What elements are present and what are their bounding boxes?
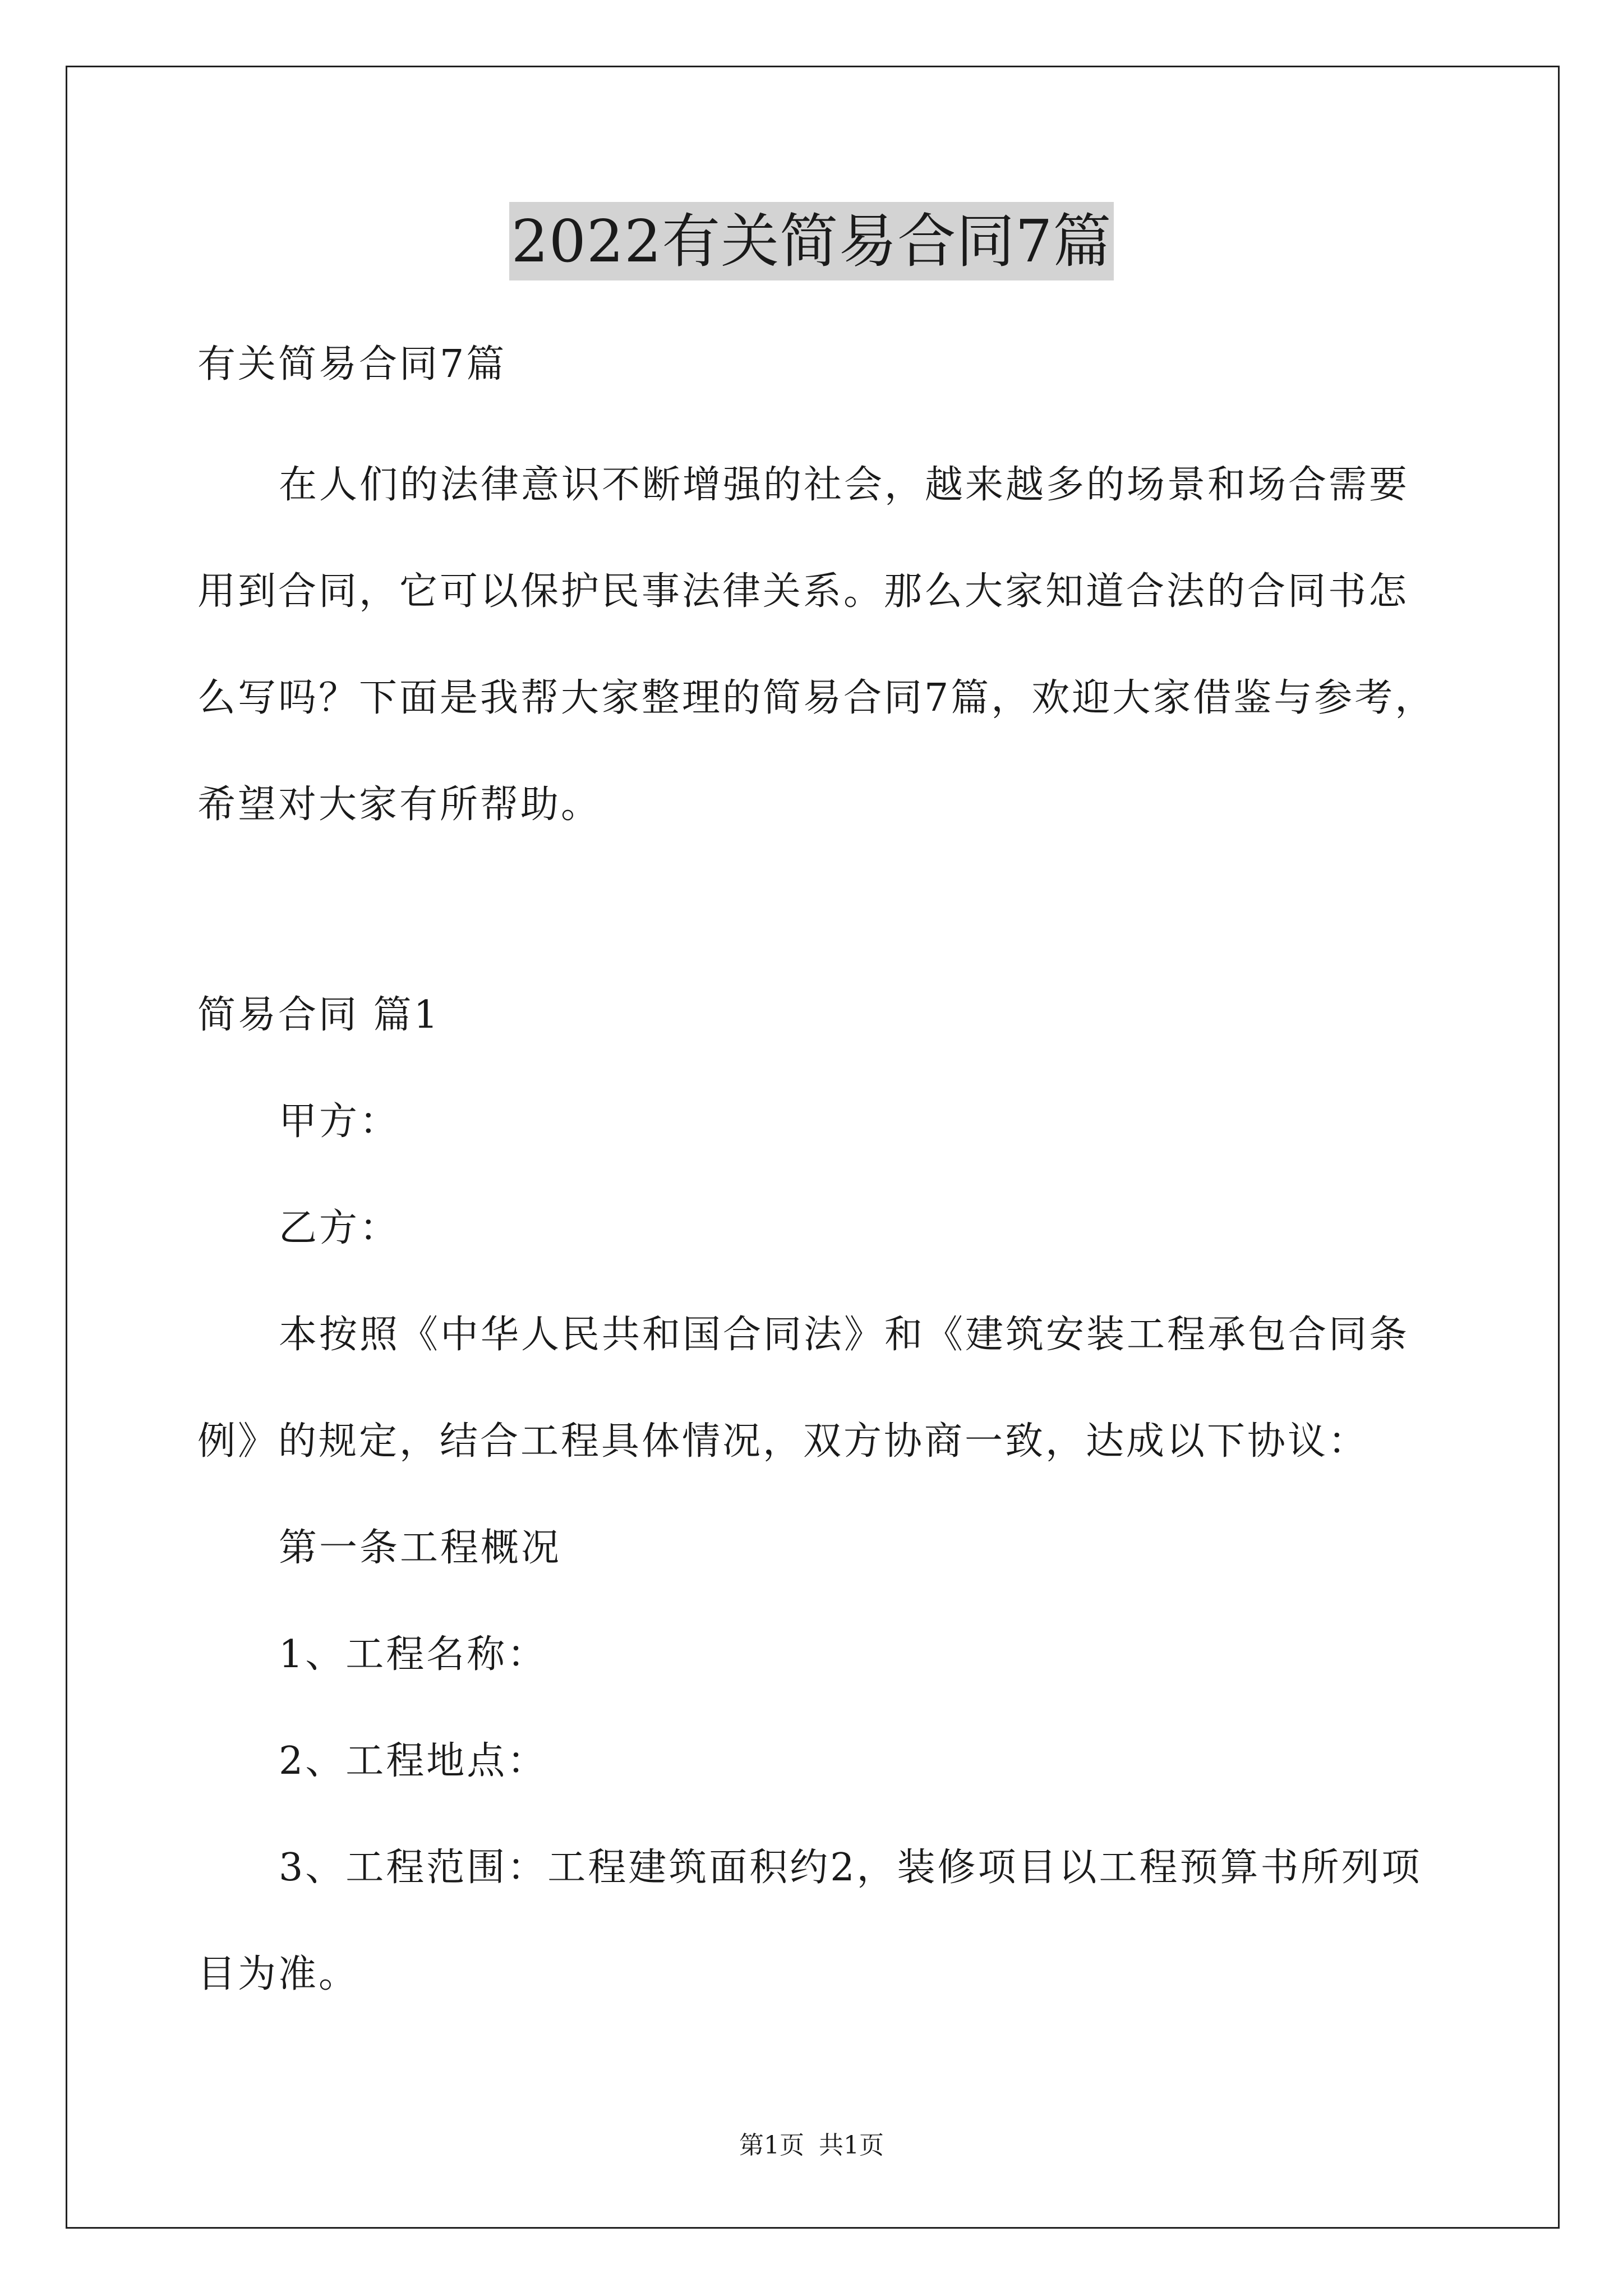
article-heading: 第一条工程概况: [279, 1526, 562, 1570]
page-border: [66, 66, 1560, 2229]
section-heading-1: 简易合同 篇1: [197, 993, 440, 1037]
project-scope-line-1: 3、工程范围：工程建筑面积约2，装修项目以工程预算书所列项: [279, 1846, 1422, 1890]
clause-intro-line-2: 例》的规定，结合工程具体情况，双方协商一致，达成以下协议：: [197, 1419, 1369, 1464]
project-location-line: 2、工程地点：: [279, 1739, 548, 1783]
intro-line-2: 用到合同，它可以保护民事法律关系。那么大家知道合法的合同书怎: [197, 569, 1409, 614]
title-block: [0, 202, 1623, 280]
page-footer: [0, 2129, 1623, 2162]
clause-intro-line-1: 本按照《中华人民共和国合同法》和《建筑安装工程承包合同条: [279, 1313, 1410, 1357]
subtitle-line: 有关简易合同7篇: [197, 342, 507, 386]
page-total: 共1页: [819, 2131, 884, 2160]
project-scope-line-2: 目为准。: [197, 1952, 359, 1996]
party-a-line: 甲方：: [279, 1099, 400, 1144]
party-b-line: 乙方：: [279, 1206, 400, 1250]
project-name-line: 1、工程名称：: [279, 1632, 548, 1677]
intro-line-3: 么写吗？下面是我帮大家整理的简易合同7篇，欢迎大家借鉴与参考，: [197, 676, 1436, 720]
intro-line-4: 希望对大家有所帮助。: [197, 783, 602, 827]
page-number: 第1页: [739, 2131, 804, 2160]
intro-line-1: 在人们的法律意识不断增强的社会，越来越多的场景和场合需要: [279, 463, 1410, 507]
document-title: 2022有关简易合同7篇: [509, 202, 1114, 280]
